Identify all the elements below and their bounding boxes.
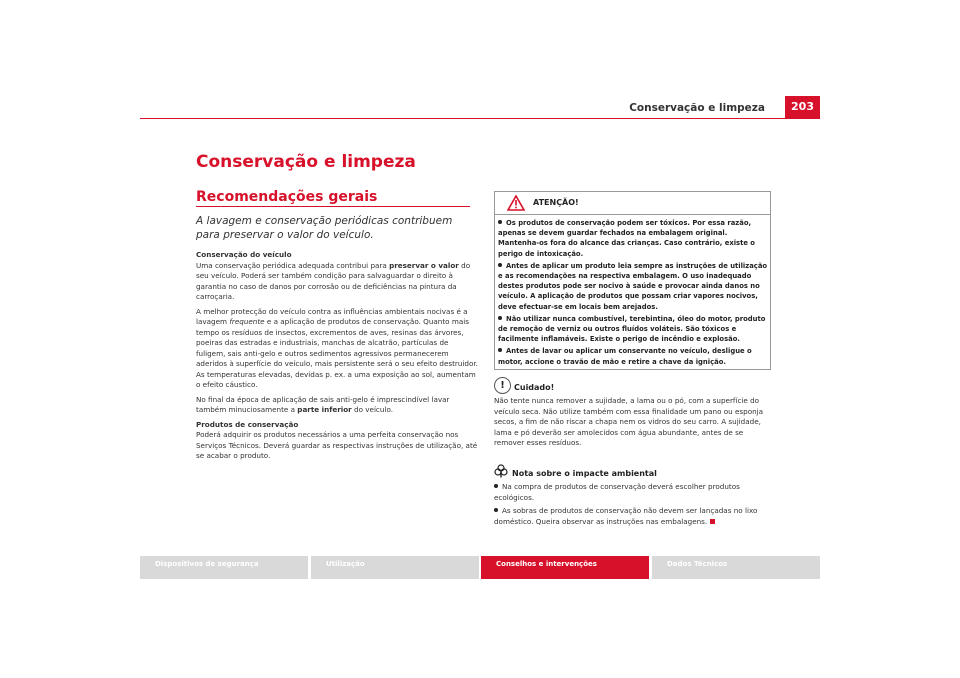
bullet-icon [498, 263, 502, 267]
page-header-title: Conservação e limpeza [629, 102, 765, 114]
footer-tab-maintenance[interactable]: Conselhos e intervenções [481, 556, 649, 579]
environment-title: Nota sobre o impacte ambiental [512, 469, 657, 478]
warning-title: ATENÇÃO! [533, 198, 579, 207]
caution-circle-icon: ! [494, 377, 511, 394]
warning-item-text: Antes de lavar ou aplicar um conservante no veículo, desligue o motor, accione o travão de mão e retire a chave da ignição. [498, 347, 752, 366]
bullet-icon [494, 508, 498, 512]
environment-icon [494, 464, 508, 478]
paragraph-1 [196, 261, 478, 303]
section-title: Recomendações gerais [196, 189, 378, 205]
environment-item-text: As sobras de produtos de conservação não devem ser lançadas no lixo doméstico. Queira observar as instruções nas embalagens. [494, 506, 758, 526]
text: Uma conservação periódica adequada contribui para [196, 260, 390, 270]
paragraph-2 [196, 307, 478, 391]
caution-header [494, 379, 774, 393]
subheading-care-products: Produtos de conservação [196, 419, 299, 429]
footer-tab-usage[interactable]: Utilização [311, 556, 479, 579]
warning-triangle-icon [507, 195, 525, 211]
bullet-icon [498, 316, 502, 320]
text: do seu veículo. Poderá ser também condição para salvaguardar o direito à garantia no caso de danos por corrosão ou de deficiências na pintura da carroçaria. [196, 260, 471, 301]
text: No final da época de aplicação de sais anti-gelo é imprescindível lavar também minuciosamente a [196, 394, 450, 414]
environment-item-text: Na compra de produtos de conservação deverá escolher produtos ecológicos. [494, 482, 740, 502]
warning-list [495, 215, 770, 367]
end-marker-icon [710, 519, 715, 524]
warning-item [498, 346, 768, 366]
bullet-icon [498, 220, 502, 224]
warning-item-text: Antes de aplicar um produto leia sempre as instruções de utilização e as recomendações na respectiva embalagem. O uso inadequado destes produtos pode ser nocivo à saúde e provocar ainda danos no veículo. A aplicação de produtos que possam criar vapores nocivos, deve efectuar-se em locais bem arejados. [498, 261, 768, 311]
emphasis: parte inferior [297, 405, 352, 414]
left-column [196, 250, 478, 466]
emphasis: preservar o valor [389, 260, 459, 270]
chapter-title: Conservação e limpeza [196, 152, 416, 172]
warning-item-text: Os produtos de conservação podem ser tóxicos. Por essa razão, apenas se devem guardar fechados na embalagem original. Mantenha-os fora do alcance das crianças. Caso contrário, existe o perigo de intoxicação. [498, 219, 755, 258]
header-rule [140, 118, 820, 119]
environment-item [494, 482, 774, 503]
warning-item-text: Não utilizar nunca combustível, terebintina, óleo do motor, produto de remoção de verniz ou outros fluídos voláteis. São tóxicos e facilmente inflamáveis. Existe o perigo de incêndio e explosão. [498, 314, 766, 344]
text: do veículo. [351, 405, 393, 414]
environment-header [494, 466, 774, 480]
warning-item [498, 314, 768, 345]
environment-item [494, 506, 774, 527]
section-rule [196, 206, 470, 207]
text: A melhor protecção do veículo contra as influências ambientais nocivas é a lavagem [196, 306, 468, 326]
warning-item [498, 218, 768, 259]
warning-item [498, 261, 768, 312]
environment-list [494, 482, 774, 527]
emphasis: frequente [229, 317, 265, 326]
footer-tab-technical-data[interactable]: Dados Técnicos [652, 556, 820, 579]
warning-box [494, 191, 771, 370]
subheading-vehicle-care: Conservação do veículo [196, 250, 292, 259]
bullet-icon [498, 348, 502, 352]
footer-tab-safety[interactable]: Dispositivos de segurança [140, 556, 308, 579]
caution-section [494, 379, 774, 449]
warning-header [495, 192, 770, 215]
paragraph-3 [196, 395, 478, 416]
environment-section [494, 466, 774, 530]
caution-text: Não tente nunca remover a sujidade, a lama ou o pó, com a superfície do veículo seca. Não utilize também com essa finalidade um pano ou esponja secos, a fim de não riscar a chapa nem os vidros do seu carro. A sujidade, lama e pó deverão ser amolecidos com água abundante, antes de se remover esses resíduos. [494, 396, 764, 447]
page-number: 203 [785, 96, 820, 118]
caution-title: Cuidado! [514, 383, 555, 392]
lead-paragraph: A lavagem e conservação periódicas contribuem para preservar o valor do veículo. [196, 215, 453, 241]
paragraph-4: Poderá adquirir os produtos necessários a uma perfeita conservação nos Serviços Técnicos. Deverá guardar as respectivas instruções de utilização, até se acabar o produto. [196, 430, 478, 460]
text: e a aplicação de produtos de conservação. Quanto mais tempo os resíduos de insectos, excrementos de aves, resinas das árvores, poeiras das estradas e industriais, manchas de alcatrão, partículas de fuligem, sais anti-gelo e outros sedimentos agressivos permanecerem aderidos à superfície do veículo, mais persistente será o seu efeito destruidor. As temperaturas elevadas, devidas p. ex. a uma exposição ao sol, aumentam o efeito cáustico. [196, 317, 478, 389]
bullet-icon [494, 484, 498, 488]
